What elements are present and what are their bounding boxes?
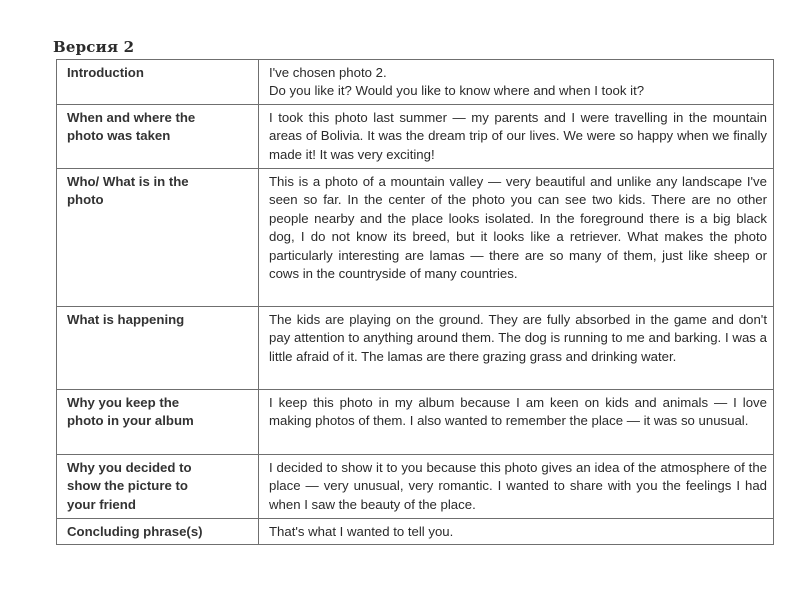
row-text-paragraph: I took this photo last summer — my parents and I were travelling in the mountain areas of Bolivia. It was the dream trip of our lives. We were so happy when we finally made it! It was very exciting! xyxy=(269,110,767,162)
row-text-paragraph: That's what I wanted to tell you. xyxy=(269,524,454,539)
table-row-introduction xyxy=(57,60,774,105)
row-label xyxy=(57,105,259,169)
row-label-line: your friend xyxy=(67,496,136,512)
row-label-line: photo was taken xyxy=(67,128,171,144)
row-text xyxy=(259,60,774,105)
row-label-line: show the picture to xyxy=(67,478,188,494)
row-label-line: Who/ What is in the xyxy=(67,174,189,189)
row-label-line: Why you decided to xyxy=(67,460,192,475)
row-label xyxy=(57,519,259,545)
row-label xyxy=(57,455,259,519)
row-label xyxy=(57,169,259,307)
row-label-line: photo in your album xyxy=(67,413,194,429)
row-text xyxy=(259,455,774,519)
row-label-line: Introduction xyxy=(67,65,144,80)
table-row-why-show xyxy=(57,455,774,519)
row-text-paragraph: I keep this photo in my album because I am keen on kids and animals — I love making photos of them. I also wanted to remember the place — it was so unusual. xyxy=(269,395,767,429)
table-row-why-keep xyxy=(57,390,774,455)
table-row-who-what xyxy=(57,169,774,307)
row-text-paragraph: This is a photo of a mountain valley — very beautiful and unlike any landscape I've seen so far. In the center of the photo you can see two kids. There are no other people nearby and the place looks isolated. In the foreground there is a big black dog, I do not know its breed, but it looks like a retriever. What makes the photo particularly interesting are lamas — there are so many of them, just like sheep or cows in the countryside of many countries. xyxy=(269,174,767,282)
row-label xyxy=(57,60,259,105)
table-row-concluding xyxy=(57,519,774,545)
row-label-line: Why you keep the xyxy=(67,395,180,410)
row-text xyxy=(259,105,774,169)
row-label xyxy=(57,390,259,455)
row-text xyxy=(259,307,774,390)
row-label-line: photo xyxy=(67,192,104,208)
row-text xyxy=(259,519,774,545)
row-label-line: When and where the xyxy=(67,110,196,125)
row-label-line: What is happening xyxy=(67,312,185,327)
row-text-line: Do you like it? Would you like to know where and when I took it? xyxy=(269,83,645,99)
row-text xyxy=(259,169,774,307)
row-text xyxy=(259,390,774,455)
table-row-what-is-happening xyxy=(57,307,774,390)
row-label xyxy=(57,307,259,390)
photo-description-table xyxy=(56,59,774,545)
row-text-line: I've chosen photo 2. xyxy=(269,65,387,80)
row-text-paragraph: I decided to show it to you because this photo gives an idea of the atmosphere of the place — very unusual, very romantic. I wanted to share with you the feelings I had when I saw the beauty of the place. xyxy=(269,460,767,512)
table-row-when-where xyxy=(57,105,774,169)
version-title: Версия 2 xyxy=(53,38,135,56)
row-text-paragraph: The kids are playing on the ground. They are fully absorbed in the game and don't pay attention to anything around them. The dog is running to me and barking. I was a little afraid of it. The lamas are there grazing grass and drinking water. xyxy=(269,312,767,364)
row-label-line: Concluding phrase(s) xyxy=(67,524,203,539)
